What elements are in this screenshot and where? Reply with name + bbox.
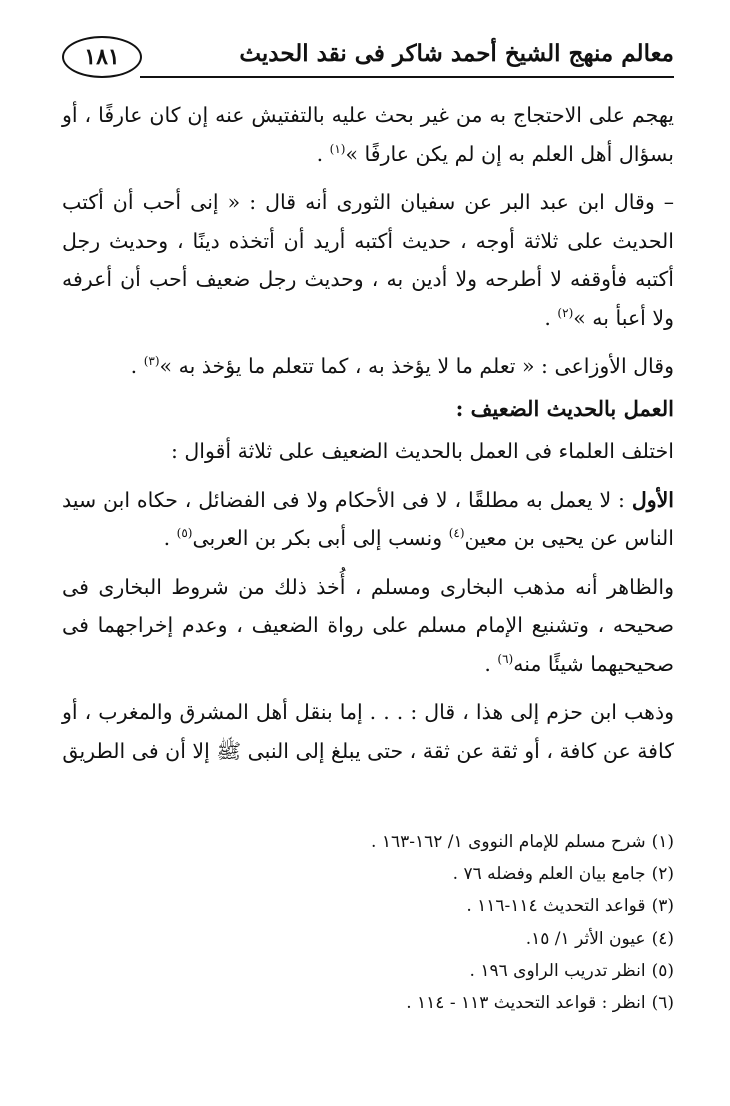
footnote-ref-4: (٤) <box>448 526 465 541</box>
paragraph-2-text: – وقال ابن عبد البر عن سفيان الثورى أنه قال : « إنى أحب أن أكتب الحديث على ثلاثة أوجه ، حديث أكتبه أريد أن أتخذه دينًا ، وحديث رجل أكتبه فأوقفه لا أطرحه ولا أدين به ، وحديث رجل ضعيف أحب أن أعرفه ولا أعبأ به » <box>62 190 674 330</box>
paragraph-5 <box>62 481 674 558</box>
footnote-1 <box>320 826 674 858</box>
footnote-6 <box>320 987 674 1019</box>
footnote-text: انظر تدريب الراوى ١٩٦ . <box>469 960 646 981</box>
footnote-number: (٦) <box>651 993 674 1014</box>
paragraph-3-end: . <box>130 354 144 378</box>
footnote-ref-1: (١) <box>329 141 346 156</box>
paragraph-5-lead: الأول <box>631 487 674 512</box>
footnote-ref-2: (٢) <box>557 305 574 320</box>
paragraph-4: اختلف العلماء فى العمل بالحديث الضعيف على ثلاثة أقوال : <box>170 439 674 463</box>
paragraph-3-text: وقال الأوزاعى : « تعلم ما لا يؤخذ به ، كما تتعلم ما يؤخذ به » <box>159 354 674 378</box>
footnote-ref-5: (٥) <box>176 526 193 541</box>
section-heading: العمل بالحديث الضعيف : <box>455 395 674 421</box>
footnote-3 <box>320 890 674 922</box>
footnotes <box>320 826 674 1019</box>
footnote-number: (٤) <box>651 928 674 949</box>
header-rule <box>140 76 674 78</box>
paragraph-1-text: يهجم على الاحتجاج به من غير بحث عليه بالتفتيش عنه إن كان عارفًا ، أو بسؤال أهل العلم به إن لم يكن عارفًا » <box>62 103 674 166</box>
paragraph-3 <box>62 347 674 386</box>
footnote-2 <box>320 858 674 890</box>
paragraph-2-end: . <box>544 305 558 330</box>
paragraph-7: وذهب ابن حزم إلى هذا ، قال : . . . إما بنقل أهل المشرق والمغرب ، أو كافة عن كافة ، أو ثقة عن ثقة ، حتى يبلغ إلى النبى ﷺ إلا أن فى الطريق <box>62 700 674 763</box>
footnote-number: (٢) <box>651 864 674 885</box>
footnote-ref-6: (٦) <box>497 651 514 666</box>
paragraph-1-end: . <box>316 141 330 166</box>
footnote-4 <box>320 923 674 955</box>
paragraph-5-end: . <box>163 526 177 550</box>
paragraph-6 <box>62 568 674 684</box>
footnote-5 <box>320 955 674 987</box>
paragraph-2 <box>62 183 674 337</box>
page-header <box>62 34 674 82</box>
footnote-text: قواعد التحديث ١١٤-١١٦ . <box>466 896 646 917</box>
paragraph-6-end: . <box>484 651 498 676</box>
paragraph-1 <box>62 96 674 173</box>
paragraph-6-text: والظاهر أنه مذهب البخارى ومسلم ، أُخذ ذلك من شروط البخارى فى صحيحه ، وتشنيع الإمام مسلم على رواة الضعيف ، وعدم إخراجهما فى صحيحيهما شيئًا منه <box>62 574 674 676</box>
footnote-text: انظر : قواعد التحديث ١١٣ - ١١٤ . <box>406 993 646 1014</box>
footnote-number: (٣) <box>651 896 674 917</box>
footnote-text: شرح مسلم للإمام النووى ١/ ١٦٢-١٦٣ . <box>371 832 646 852</box>
paragraph-5-text: : لا يعمل به مطلقًا ، لا فى الأحكام ولا فى الفضائل ، حكاه ابن سيد الناس عن يحيى بن معين <box>62 487 674 550</box>
footnote-text: عيون الأثر ١/ ١٥. <box>525 928 646 949</box>
page-number: ١٨١ <box>62 36 142 78</box>
paragraph-5-mid: ونسب إلى أبى بكر بن العربى <box>192 526 449 550</box>
footnote-number: (١) <box>651 832 674 852</box>
footnote-ref-3: (٣) <box>143 354 160 369</box>
footnote-text: جامع بيان العلم وفضله ٧٦ . <box>452 864 646 885</box>
running-title: معالم منهج الشيخ أحمد شاكر فى نقد الحديث <box>239 40 674 67</box>
body-text <box>62 96 674 780</box>
footnote-number: (٥) <box>651 960 674 981</box>
